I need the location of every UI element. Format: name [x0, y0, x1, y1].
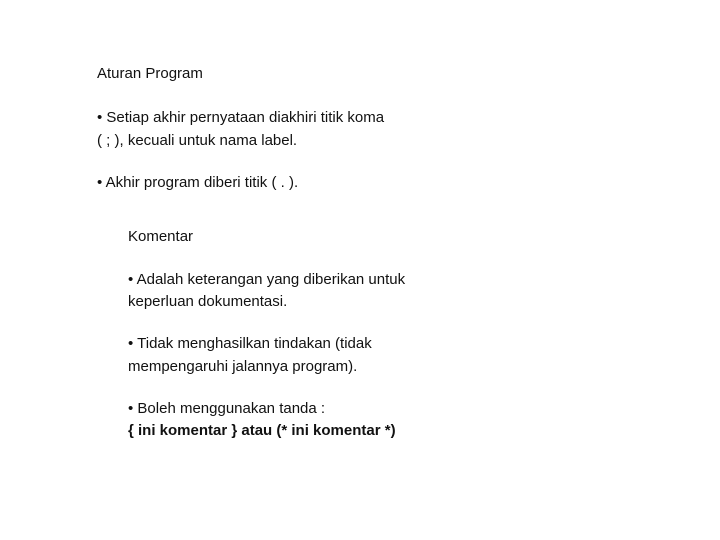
comment-text-line: keperluan dokumentasi. — [128, 293, 288, 310]
comment-text-line: • Tidak menghasilkan tindakan (tidak — [128, 335, 372, 352]
section-title-komentar: Komentar — [128, 228, 194, 245]
comment-text-line: mempengaruhi jalannya program). — [128, 358, 358, 375]
rule-text-line: • Setiap akhir pernyataan diakhiri titik koma — [97, 109, 385, 126]
comment-text-line: • Adalah keterangan yang diberikan untuk — [128, 271, 406, 288]
rule-text-line: ( ; ), kecuali untuk nama label. — [97, 132, 298, 149]
comment-text-line: • Boleh menggunakan tanda : — [128, 400, 326, 417]
section-title-aturan-program: Aturan Program — [97, 65, 203, 82]
comment-syntax-example: { ini komentar } atau (* ini komentar *) — [128, 422, 396, 439]
rule-text-line: • Akhir program diberi titik ( . ). — [97, 174, 299, 191]
